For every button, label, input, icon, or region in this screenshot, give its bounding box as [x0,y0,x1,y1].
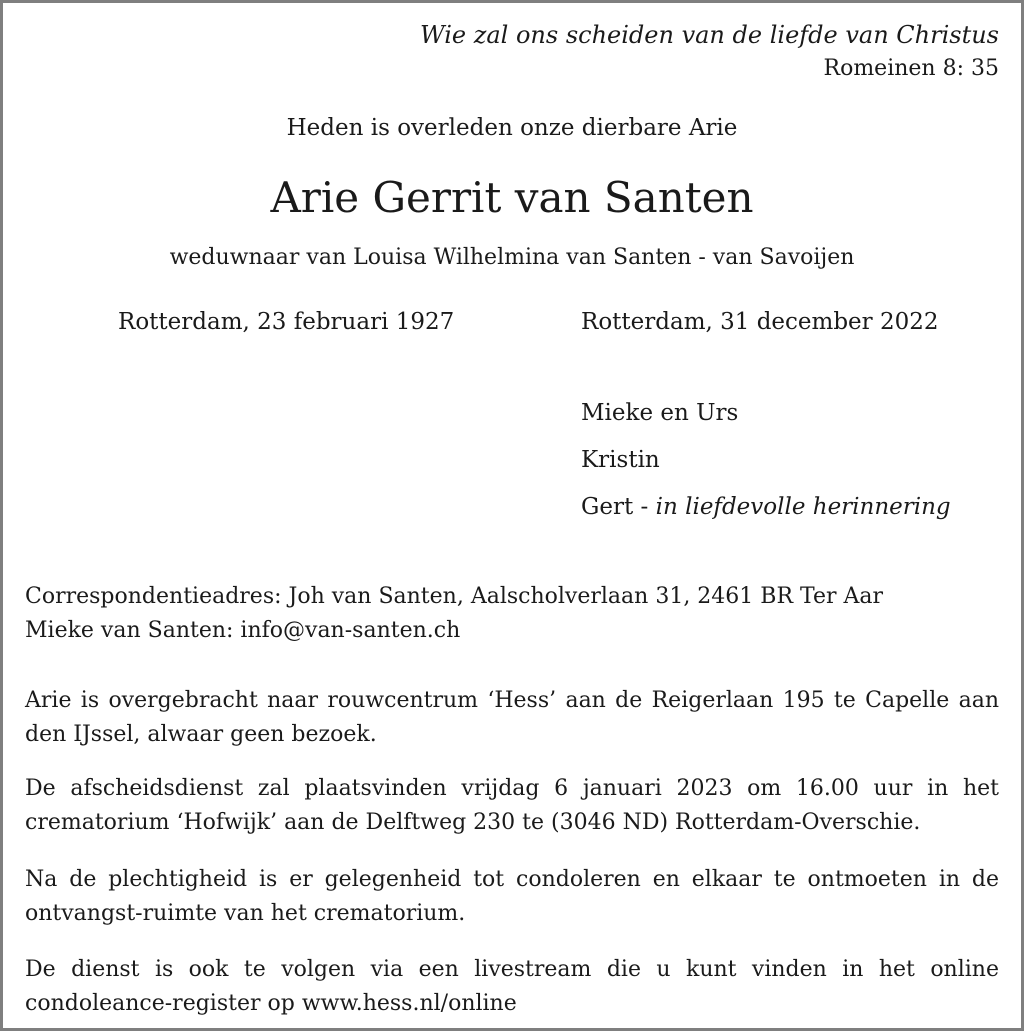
death-place-date: Rotterdam, 31 december 2022 [581,309,939,335]
contact-block [25,580,883,648]
relative-item [581,492,951,539]
relative-note: in liefdevolle herinnering [655,494,951,520]
correspondence-address: Correspondentieadres: Joh van Santen, Aalscholverlaan 31, 2461 BR Ter Aar [25,584,884,609]
paragraph-livestream: De dienst is ook te volgen via een livestream die u kunt vinden in het online condoleance-register op www.hess.nl/online [25,957,999,1016]
deceased-name: Arie Gerrit van Santen [270,173,754,222]
announcement-intro: Heden is overleden onze dierbare Arie [286,115,738,141]
paragraph-mortuary: Arie is overgebracht naar rouwcentrum ‘Hess’ aan de Reigerlaan 195 te Capelle aan den IJssel, alwaar geen bezoek. [25,688,999,747]
spouse-line: weduwnaar van Louisa Wilhelmina van Santen - van Savoijen [169,245,855,270]
bible-verse-reference: Romeinen 8: 35 [823,56,999,81]
relative-item: Mieke en Urs [581,400,739,426]
bible-verse: Wie zal ons scheiden van de liefde van Christus [419,21,999,49]
relatives-list [581,398,951,539]
paragraph-service: De afscheidsdienst zal plaatsvinden vrijdag 6 januari 2023 om 16.00 uur in het crematorium ‘Hofwijk’ aan de Delftweg 230 te (3046 ND) Rotterdam-Overschie. [25,776,999,835]
relative-item: Kristin [581,447,660,473]
paragraph-condolences: Na de plechtigheid is er gelegenheid tot condoleren en elkaar te ontmoeten in de ontvangst-ruimte van het crematorium. [25,867,999,926]
relative-name: Gert - [581,494,656,520]
birth-place-date: Rotterdam, 23 februari 1927 [118,309,455,335]
contact-email-line: Mieke van Santen: info@van-santen.ch [25,618,461,643]
